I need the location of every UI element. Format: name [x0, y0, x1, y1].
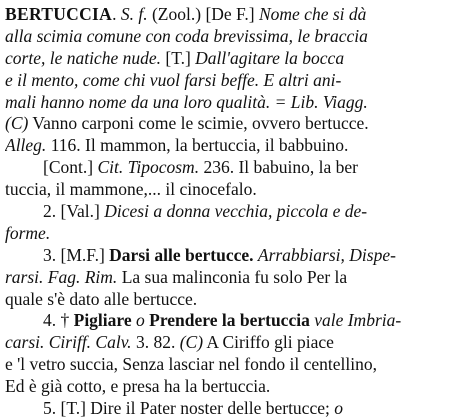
entry-text-segment: vale Imbria- [309, 310, 402, 331]
entry-line [5, 310, 466, 332]
entry-text-segment: corte, le natiche nude. [5, 47, 161, 68]
entry-text-segment: tuccia, il mammone,... il cinocefalo. [5, 179, 257, 200]
entry-text-segment: 2. [Val.] [43, 201, 105, 222]
entry-line [5, 135, 466, 157]
entry-text-segment: 3. [M.F.] [43, 244, 110, 265]
entry-text-segment: rarsi. Fag. Rim. [5, 266, 118, 287]
entry-text-segment: Dall'agitare la bocca [195, 47, 345, 68]
entry-text-segment: forme. [5, 222, 51, 243]
entry-text-segment: Prendere la bertuccia [149, 310, 310, 331]
entry-text-segment: alla scimia comune con coda brevissima, le braccia [5, 25, 368, 46]
entry-line [5, 113, 466, 135]
entry-line [5, 92, 466, 114]
entry-text-segment: Arrabbiarsi, Dispe- [257, 244, 396, 265]
entry-text-segment: [Cont.] [43, 157, 98, 178]
entry-text-segment: BERTUCCIA [5, 4, 113, 24]
entry-text-segment: Cit. Tipocosm. [97, 157, 200, 178]
entry-line [5, 376, 466, 398]
entry-text-segment: Dicesi a donna vecchia, piccola e de- [104, 201, 368, 222]
entry-text-segment: Vanno carponi come le scimie, ovvero bertucce. [28, 113, 369, 134]
entry-text-segment: mali hanno nome da una loro qualità. = Lib. Viagg. [5, 91, 368, 112]
entry-line [5, 223, 466, 245]
entry-text-segment: e il mento, come chi vuol farsi beffe. E altri ani- [5, 69, 342, 90]
entry-line [5, 157, 466, 179]
entry-line [5, 4, 466, 26]
entry-line [5, 179, 466, 201]
entry-line [5, 48, 466, 70]
entry-text-segment: 116. Il mammon, la bertuccia, il babbuino. [46, 135, 349, 156]
entry-text-segment: La sua malinconia fu solo Per la [117, 266, 348, 287]
entry-text-segment: (C) [179, 332, 204, 353]
entry-text-segment: quale s'è dato alle bertucce. [5, 288, 198, 309]
entry-text-segment: Alleg. [5, 135, 47, 156]
entry-text-segment: S. f. [120, 4, 148, 24]
entry-text-segment: 236. Il babuino, la ber [199, 157, 358, 178]
entry-text-segment: A Ciriffo gli piace [203, 332, 334, 353]
entry-text-segment: (C) [5, 113, 29, 134]
entry-text-segment: 3. 82. [131, 332, 180, 353]
entry-line [5, 70, 466, 92]
entry-text-segment: o [334, 398, 343, 419]
entry-text-segment: Pigliare [73, 310, 132, 331]
entry-text-segment: Nome che si dà [258, 4, 367, 24]
entry-line [5, 267, 466, 289]
entry-text-segment: e 'l vetro succia, Senza lasciar nel fondo il centellino, [5, 354, 377, 375]
entry-line [5, 398, 466, 420]
entry-line [5, 201, 466, 223]
entry-line [5, 332, 466, 354]
entry-text-segment: 5. [T.] Dire il Pater noster delle bertucce; [43, 398, 335, 419]
entry-text-segment: [T.] [161, 47, 196, 68]
entry-text-segment: 4. † [43, 310, 74, 331]
entry-text-segment: Darsi alle bertucce. [109, 244, 254, 265]
entry-line [5, 26, 466, 48]
entry-text-segment: . [112, 4, 121, 24]
entry-text-segment: o [131, 310, 150, 331]
entry-line [5, 245, 466, 267]
entry-text-segment: (Zool.) [De F.] [147, 4, 259, 24]
entry-line [5, 354, 466, 376]
entry-text-segment: carsi. Ciriff. Calv. [5, 332, 132, 353]
entry-line [5, 289, 466, 311]
entry-text-segment: Ed è già cotto, e presa ha la bertuccia. [5, 376, 271, 397]
